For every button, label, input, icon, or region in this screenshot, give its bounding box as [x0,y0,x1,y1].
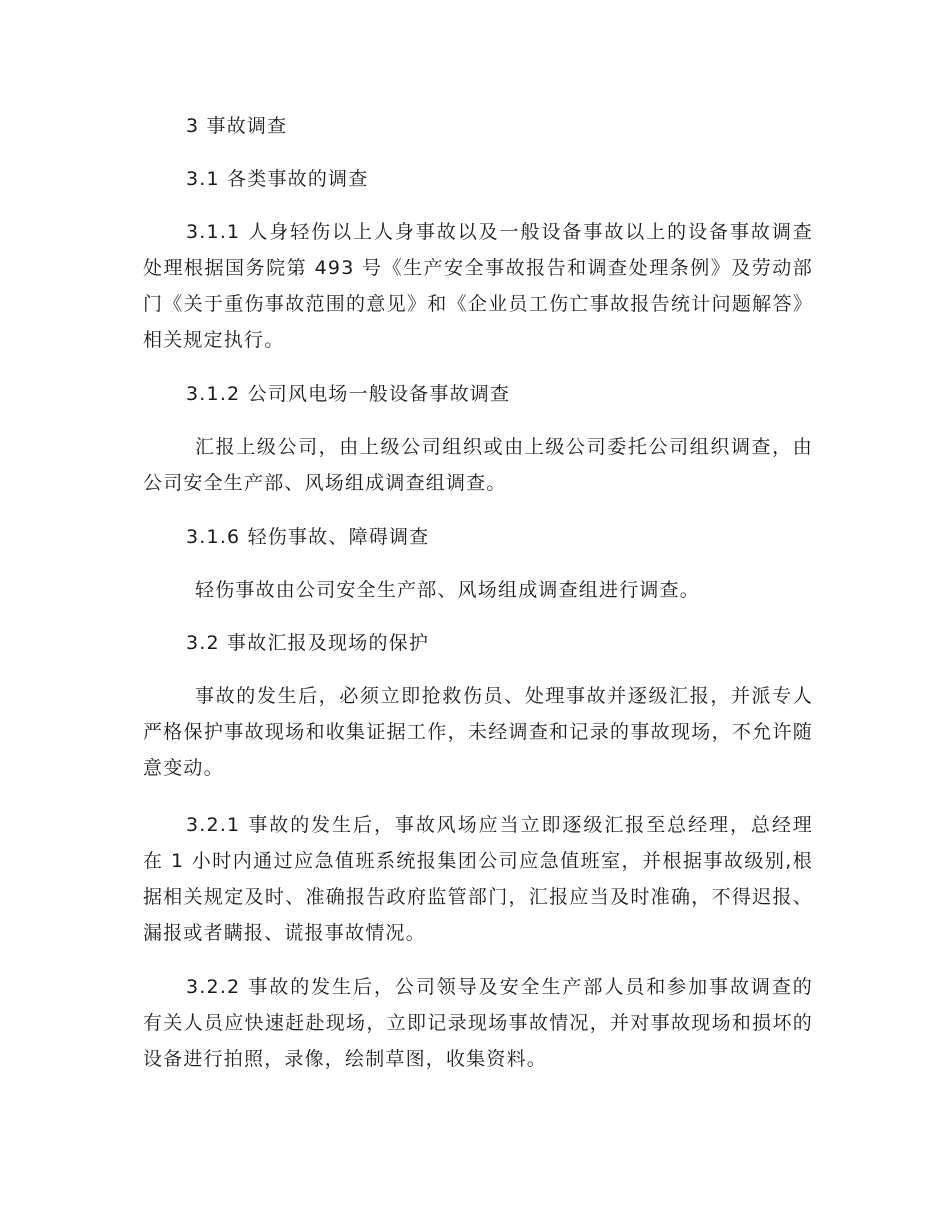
paragraph-3-1-2: 汇报上级公司，由上级公司组织或由上级公司委托公司组织调查，由公司安全生产部、风场组成调查组调查。 [143,436,813,494]
section-heading-3-1-2: 3.1.2 公司风电场一般设备事故调查 [186,383,511,405]
section-heading-3-1-6: 3.1.6 轻伤事故、障碍调查 [186,526,430,548]
paragraph-3-1-6: 轻伤事故由公司安全生产部、风场组成调查组进行调查。 [195,579,701,601]
section-heading-3-1: 3.1 各类事故的调查 [186,168,369,190]
paragraph-3-2-1: 3.2.1 事故的发生后，事故风场应当立即逐级汇报至总经理，总经理在 1 小时内通过应急值班系统报集团公司应急值班室，并根据事故级别,根据相关规定及时、准确报告政府监管部门，汇报应当及时准确，不得迟报、漏报或者瞒报、谎报事故情况。 [143,814,813,944]
paragraph-3-2: 事故的发生后，必须立即抢救伤员、处理事故并逐级汇报，并派专人严格保护事故现场和收集证据工作，未经调查和记录的事故现场，不允许随意变动。 [143,685,813,779]
section-heading-3-2: 3.2 事故汇报及现场的保护 [186,632,430,654]
paragraph-3-1-1: 3.1.1 人身轻伤以上人身事故以及一般设备事故以上的设备事故调查处理根据国务院第 493 号《生产安全事故报告和调查处理条例》及劳动部门《关于重伤事故范围的意见》和《企业员工伤亡事故报告统计问题解答》相关规定执行。 [143,221,813,351]
section-heading-3: 3 事故调查 [186,115,288,137]
paragraph-3-2-2: 3.2.2 事故的发生后，公司领导及安全生产部人员和参加事故调查的有关人员应快速赶赴现场，立即记录现场事故情况，并对事故现场和损坏的设备进行拍照，录像，绘制草图，收集资料。 [143,976,813,1070]
